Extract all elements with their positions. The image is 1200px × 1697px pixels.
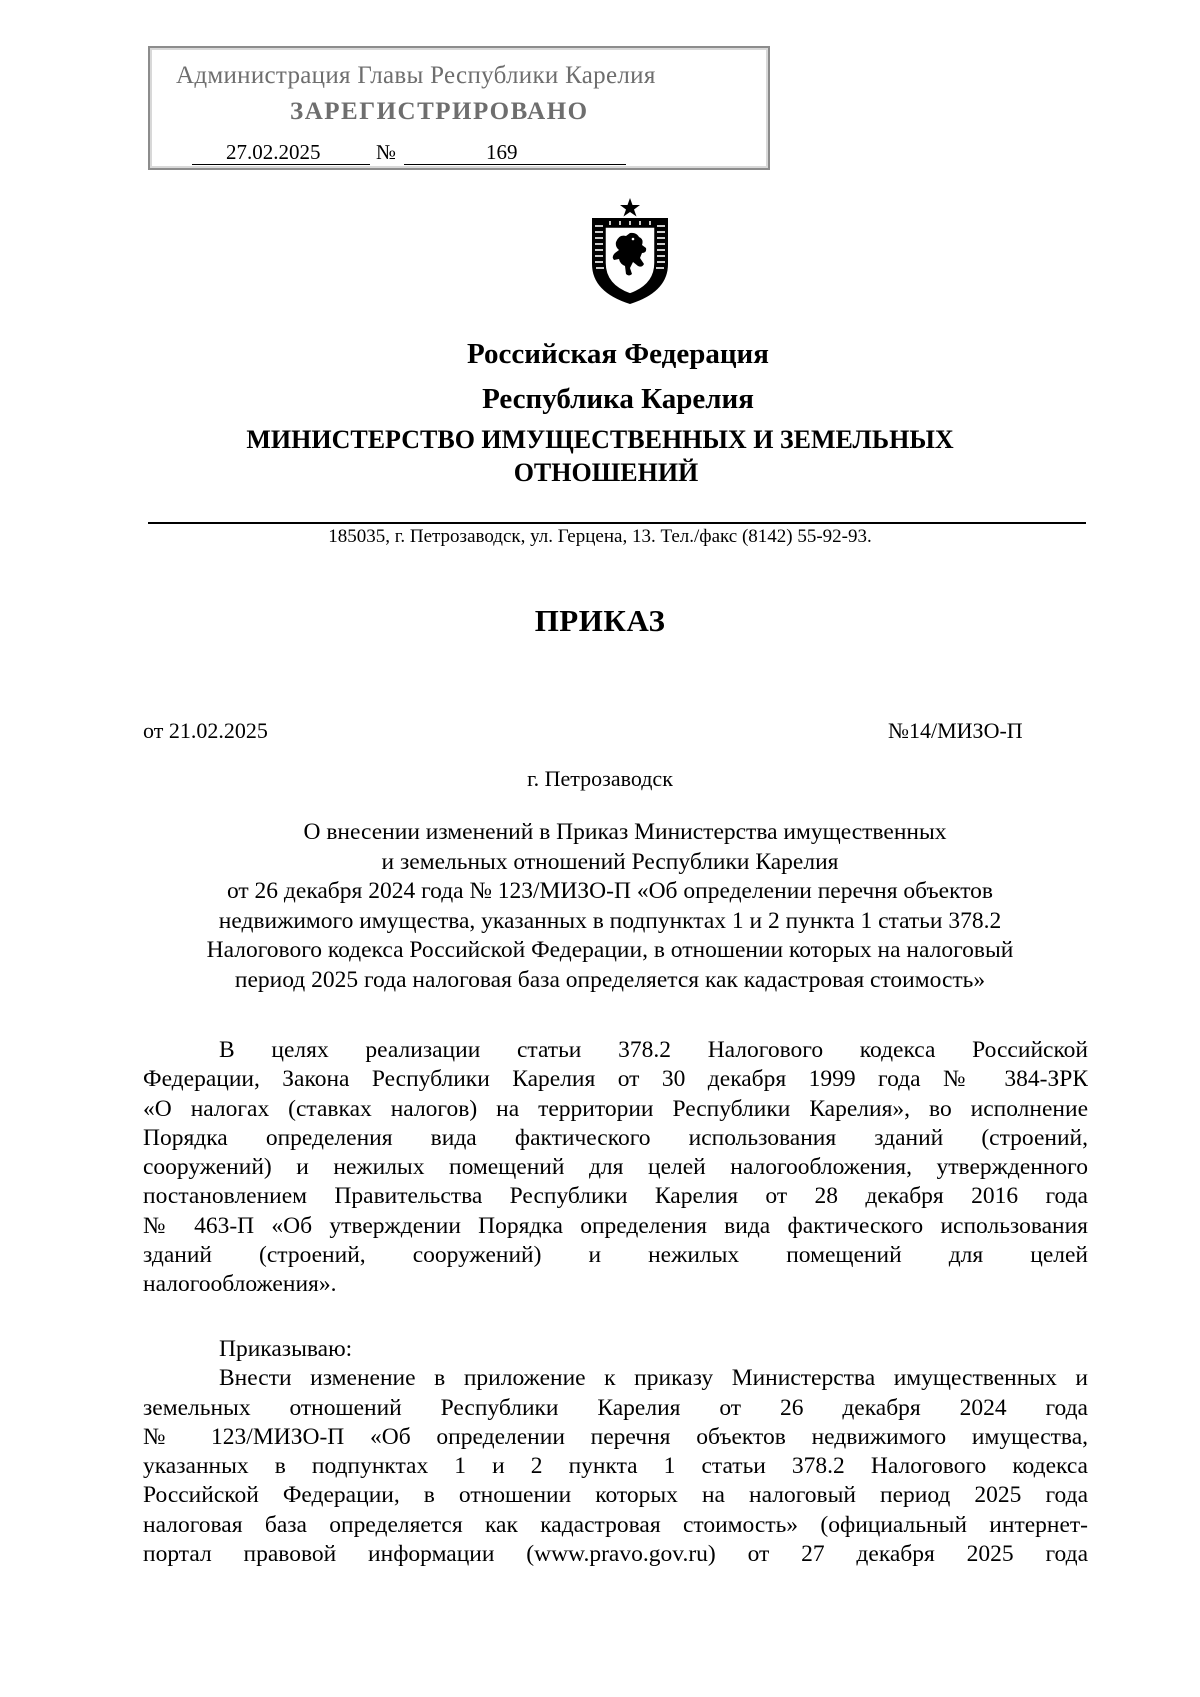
paragraph-line: налогообложения». (143, 1271, 337, 1298)
document-subject (90, 818, 1130, 996)
document-type-title: ПРИКАЗ (534, 603, 666, 638)
paragraph-line: земельных отношений Республики Карелия от 26 декабря 2024 года (143, 1394, 1088, 1421)
subject-line: и земельных отношений Республики Карелия (381, 848, 839, 875)
document-city: г. Петрозаводск (527, 766, 673, 791)
paragraph-line: постановлением Правительства Республики Карелия от 28 декабря 2016 года (143, 1183, 1088, 1210)
paragraph-line: портал правовой информации (www.pravo.gov.ru) от 27 декабря 2025 года (143, 1541, 1088, 1568)
header-region: Республика Карелия (482, 383, 754, 415)
stamp-number-label: № (376, 140, 397, 164)
order-paragraph (143, 1335, 1088, 1569)
paragraph-line: Федерации, Закона Республики Карелия от 30 декабря 1999 года № 384-ЗРК (143, 1066, 1088, 1093)
header-ministry-line2: ОТНОШЕНИЙ (513, 458, 699, 487)
paragraph-line: зданий (строений, сооружений) и нежилых помещений для целей (143, 1242, 1088, 1269)
subject-line: Налогового кодекса Российской Федерации, в отношении которых на налоговый (206, 937, 1014, 964)
header-country: Российская Федерация (467, 338, 769, 370)
document-number: №14/МИЗО-П (888, 718, 1023, 743)
registration-stamp (148, 46, 770, 170)
paragraph-line: Порядка определения вида фактического использования зданий (строений, (143, 1124, 1088, 1151)
subject-line: недвижимого имущества, указанных в подпунктах 1 и 2 пункта 1 статьи 378.2 (218, 907, 1002, 934)
subject-line: период 2025 года налоговая база определяется как кадастровая стоимость» (234, 966, 986, 993)
paragraph-line: № 463-П «Об утверждении Порядка определения вида фактического использования (143, 1212, 1088, 1239)
order-word: Приказываю: (219, 1336, 353, 1362)
paragraph-line: Внести изменение в приложение к приказу Министерства имущественных и (219, 1365, 1088, 1392)
subject-line: от 26 декабря 2024 года № 123/МИЗО-П «Об определении перечня объектов (226, 878, 994, 905)
paragraph-line: В целях реализации статьи 378.2 Налогового кодекса Российской (219, 1037, 1088, 1063)
stamp-date: 27.02.2025 (226, 140, 321, 164)
coat-of-arms-icon (586, 196, 674, 306)
document-date: от 21.02.2025 (143, 718, 268, 743)
paragraph-line: № 123/МИЗО-П «Об определении перечня объектов недвижимого имущества, (143, 1423, 1088, 1450)
header-ministry-line1: МИНИСТЕРСТВО ИМУЩЕСТВЕННЫХ И ЗЕМЕЛЬНЫХ (246, 425, 954, 454)
preamble-paragraph (143, 1036, 1088, 1300)
paragraph-line: «О налогах (ставках налогов) на территории Республики Карелия», во исполнение (143, 1095, 1088, 1122)
stamp-organization: Администрация Главы Республики Карелия (176, 62, 656, 89)
paragraph-line: налоговая база определяется как кадастровая стоимость» (официальный интернет- (143, 1511, 1088, 1538)
paragraph-line: указанных в подпунктах 1 и 2 пункта 1 статьи 378.2 Налогового кодекса (143, 1453, 1088, 1480)
paragraph-line: Российской Федерации, в отношении которых на налоговый период 2025 года (143, 1482, 1088, 1509)
subject-line: О внесении изменений в Приказ Министерства имущественных (303, 819, 947, 845)
paragraph-line: сооружений) и нежилых помещений для целей налогообложения, утвержденного (143, 1154, 1088, 1181)
header-divider (148, 522, 1086, 524)
header-address: 185035, г. Петрозаводск, ул. Герцена, 13. Тел./факс (8142) 55-92-93. (328, 526, 872, 547)
stamp-status: ЗАРЕГИСТРИРОВАНО (290, 98, 589, 125)
stamp-number: 169 (486, 140, 518, 164)
